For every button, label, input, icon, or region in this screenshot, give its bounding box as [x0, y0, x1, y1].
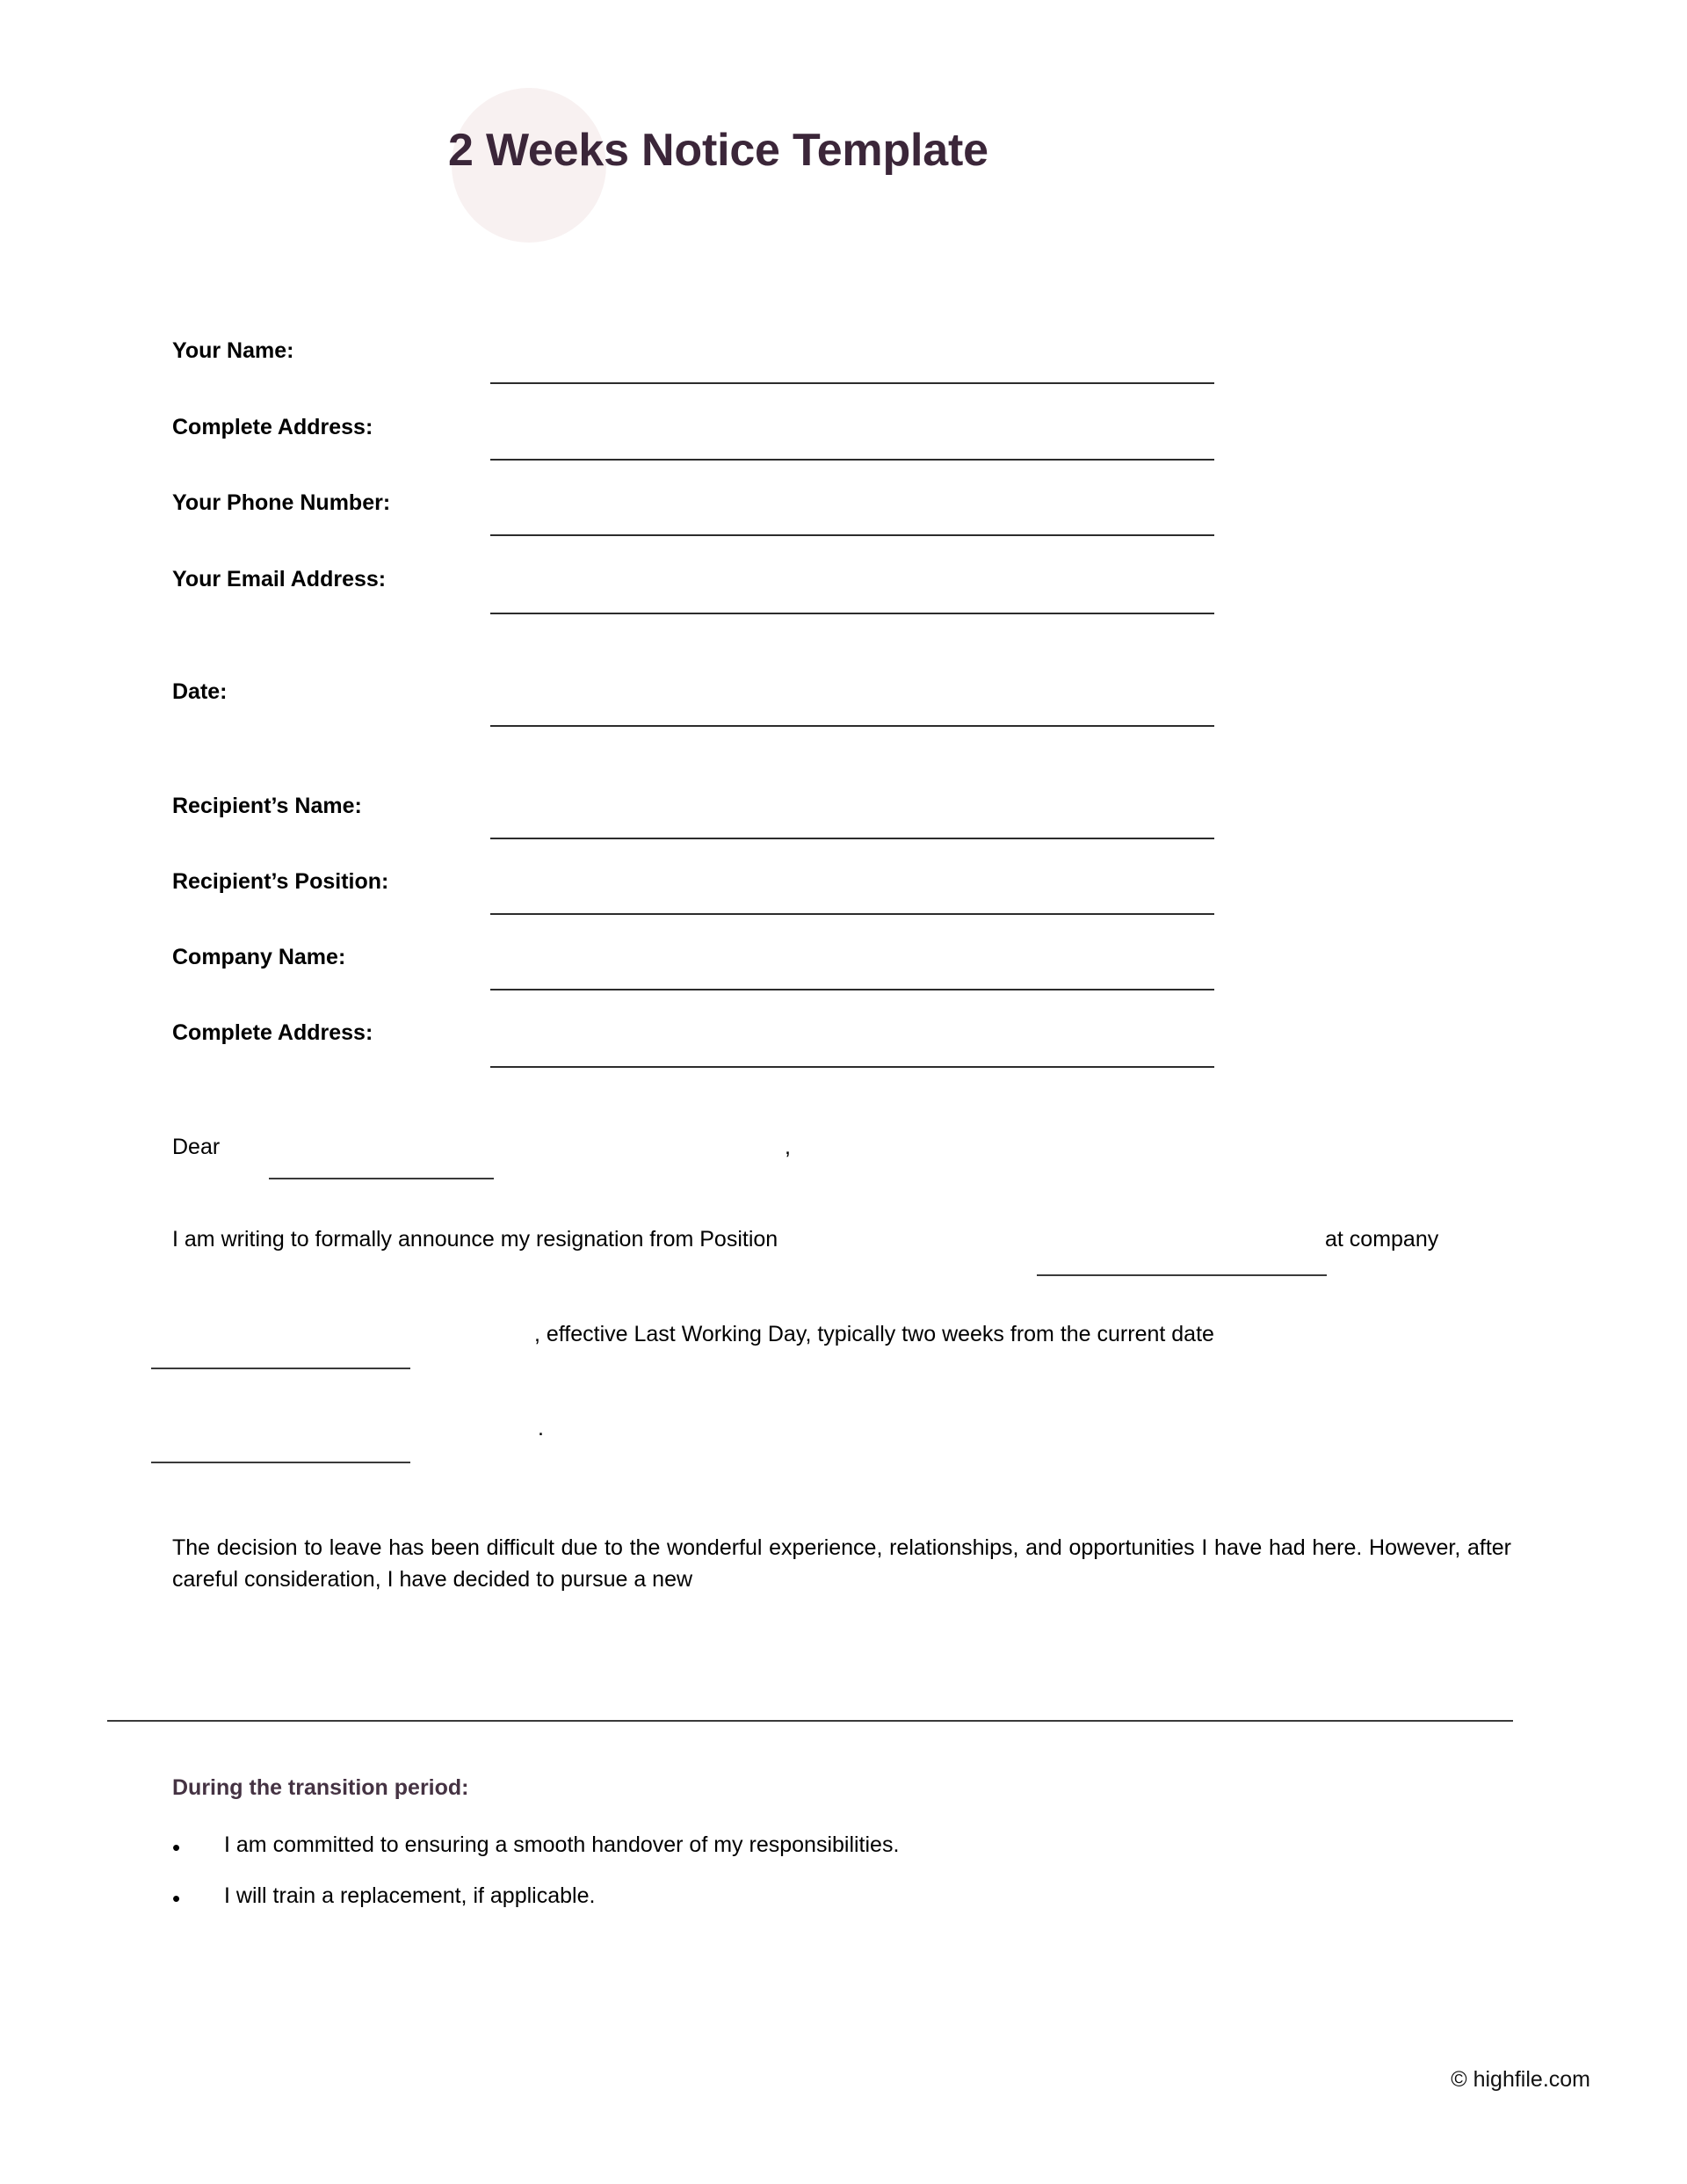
list-item-label: I will train a replacement, if applicable.	[224, 1883, 596, 1908]
document-header	[0, 0, 1687, 290]
field-input-line-recipients-position[interactable]	[490, 913, 1214, 915]
body-line1-part1: I am writing to formally announce my resignation from Position	[172, 1227, 778, 1252]
field-your-phone-number	[0, 490, 1687, 534]
salutation-comma: ,	[785, 1135, 791, 1159]
field-label: Recipient’s Position:	[172, 869, 389, 894]
field-company-name	[0, 945, 1687, 989]
salutation-greeting: Dear	[172, 1135, 221, 1159]
field-input-line-complete-address-recipient[interactable]	[490, 1066, 1214, 1068]
list-item-label: I am committed to ensuring a smooth handover of my responsibilities.	[224, 1832, 900, 1857]
field-input-line-your-email-address[interactable]	[490, 613, 1214, 614]
field-label: Complete Address:	[172, 415, 373, 439]
field-label: Date:	[172, 679, 228, 704]
list-item	[172, 1883, 1402, 1919]
field-complete-address-recipient	[0, 1020, 1687, 1064]
body-line3-period: .	[538, 1416, 544, 1440]
page-title: 2 Weeks Notice Template	[448, 125, 988, 176]
field-label: Your Phone Number:	[172, 490, 391, 515]
field-your-name	[0, 338, 1687, 382]
field-input-line-your-name[interactable]	[490, 382, 1214, 384]
body-position-blank[interactable]	[1037, 1274, 1327, 1276]
field-recipients-name	[0, 794, 1687, 838]
salutation-name-blank[interactable]	[269, 1178, 494, 1179]
field-input-line-date[interactable]	[490, 725, 1214, 727]
field-recipients-position	[0, 869, 1687, 913]
field-date	[0, 679, 1687, 723]
footer-credit: © highfile.com	[1451, 2067, 1590, 2092]
field-label: Your Email Address:	[172, 567, 387, 591]
field-label: Company Name:	[172, 945, 346, 969]
field-input-line-recipients-name[interactable]	[490, 838, 1214, 839]
body-company-blank[interactable]	[151, 1368, 410, 1369]
bullet-icon: •	[172, 1885, 181, 1912]
body-paragraph: The decision to leave has been difficult due to the wonderful experience, relationships, and opportunities I have had here. However, after careful consideration, I have decided to pursue a new	[172, 1535, 1511, 1592]
body-line1-part2: at company	[1325, 1227, 1439, 1252]
section-divider	[107, 1720, 1513, 1722]
body-last-working-day-blank[interactable]	[151, 1462, 410, 1463]
field-input-line-company-name[interactable]	[490, 989, 1214, 990]
transition-heading: During the transition period:	[172, 1775, 469, 1800]
field-input-line-complete-address-sender[interactable]	[490, 459, 1214, 461]
body-line2: , effective Last Working Day, typically two weeks from the current date	[534, 1322, 1214, 1346]
field-label: Complete Address:	[172, 1020, 373, 1045]
field-complete-address-sender	[0, 415, 1687, 459]
field-input-line-your-phone-number[interactable]	[490, 534, 1214, 536]
bullet-icon: •	[172, 1834, 181, 1861]
list-item	[172, 1832, 1402, 1868]
field-label: Recipient’s Name:	[172, 794, 362, 818]
field-label: Your Name:	[172, 338, 294, 363]
field-your-email-address	[0, 567, 1687, 611]
